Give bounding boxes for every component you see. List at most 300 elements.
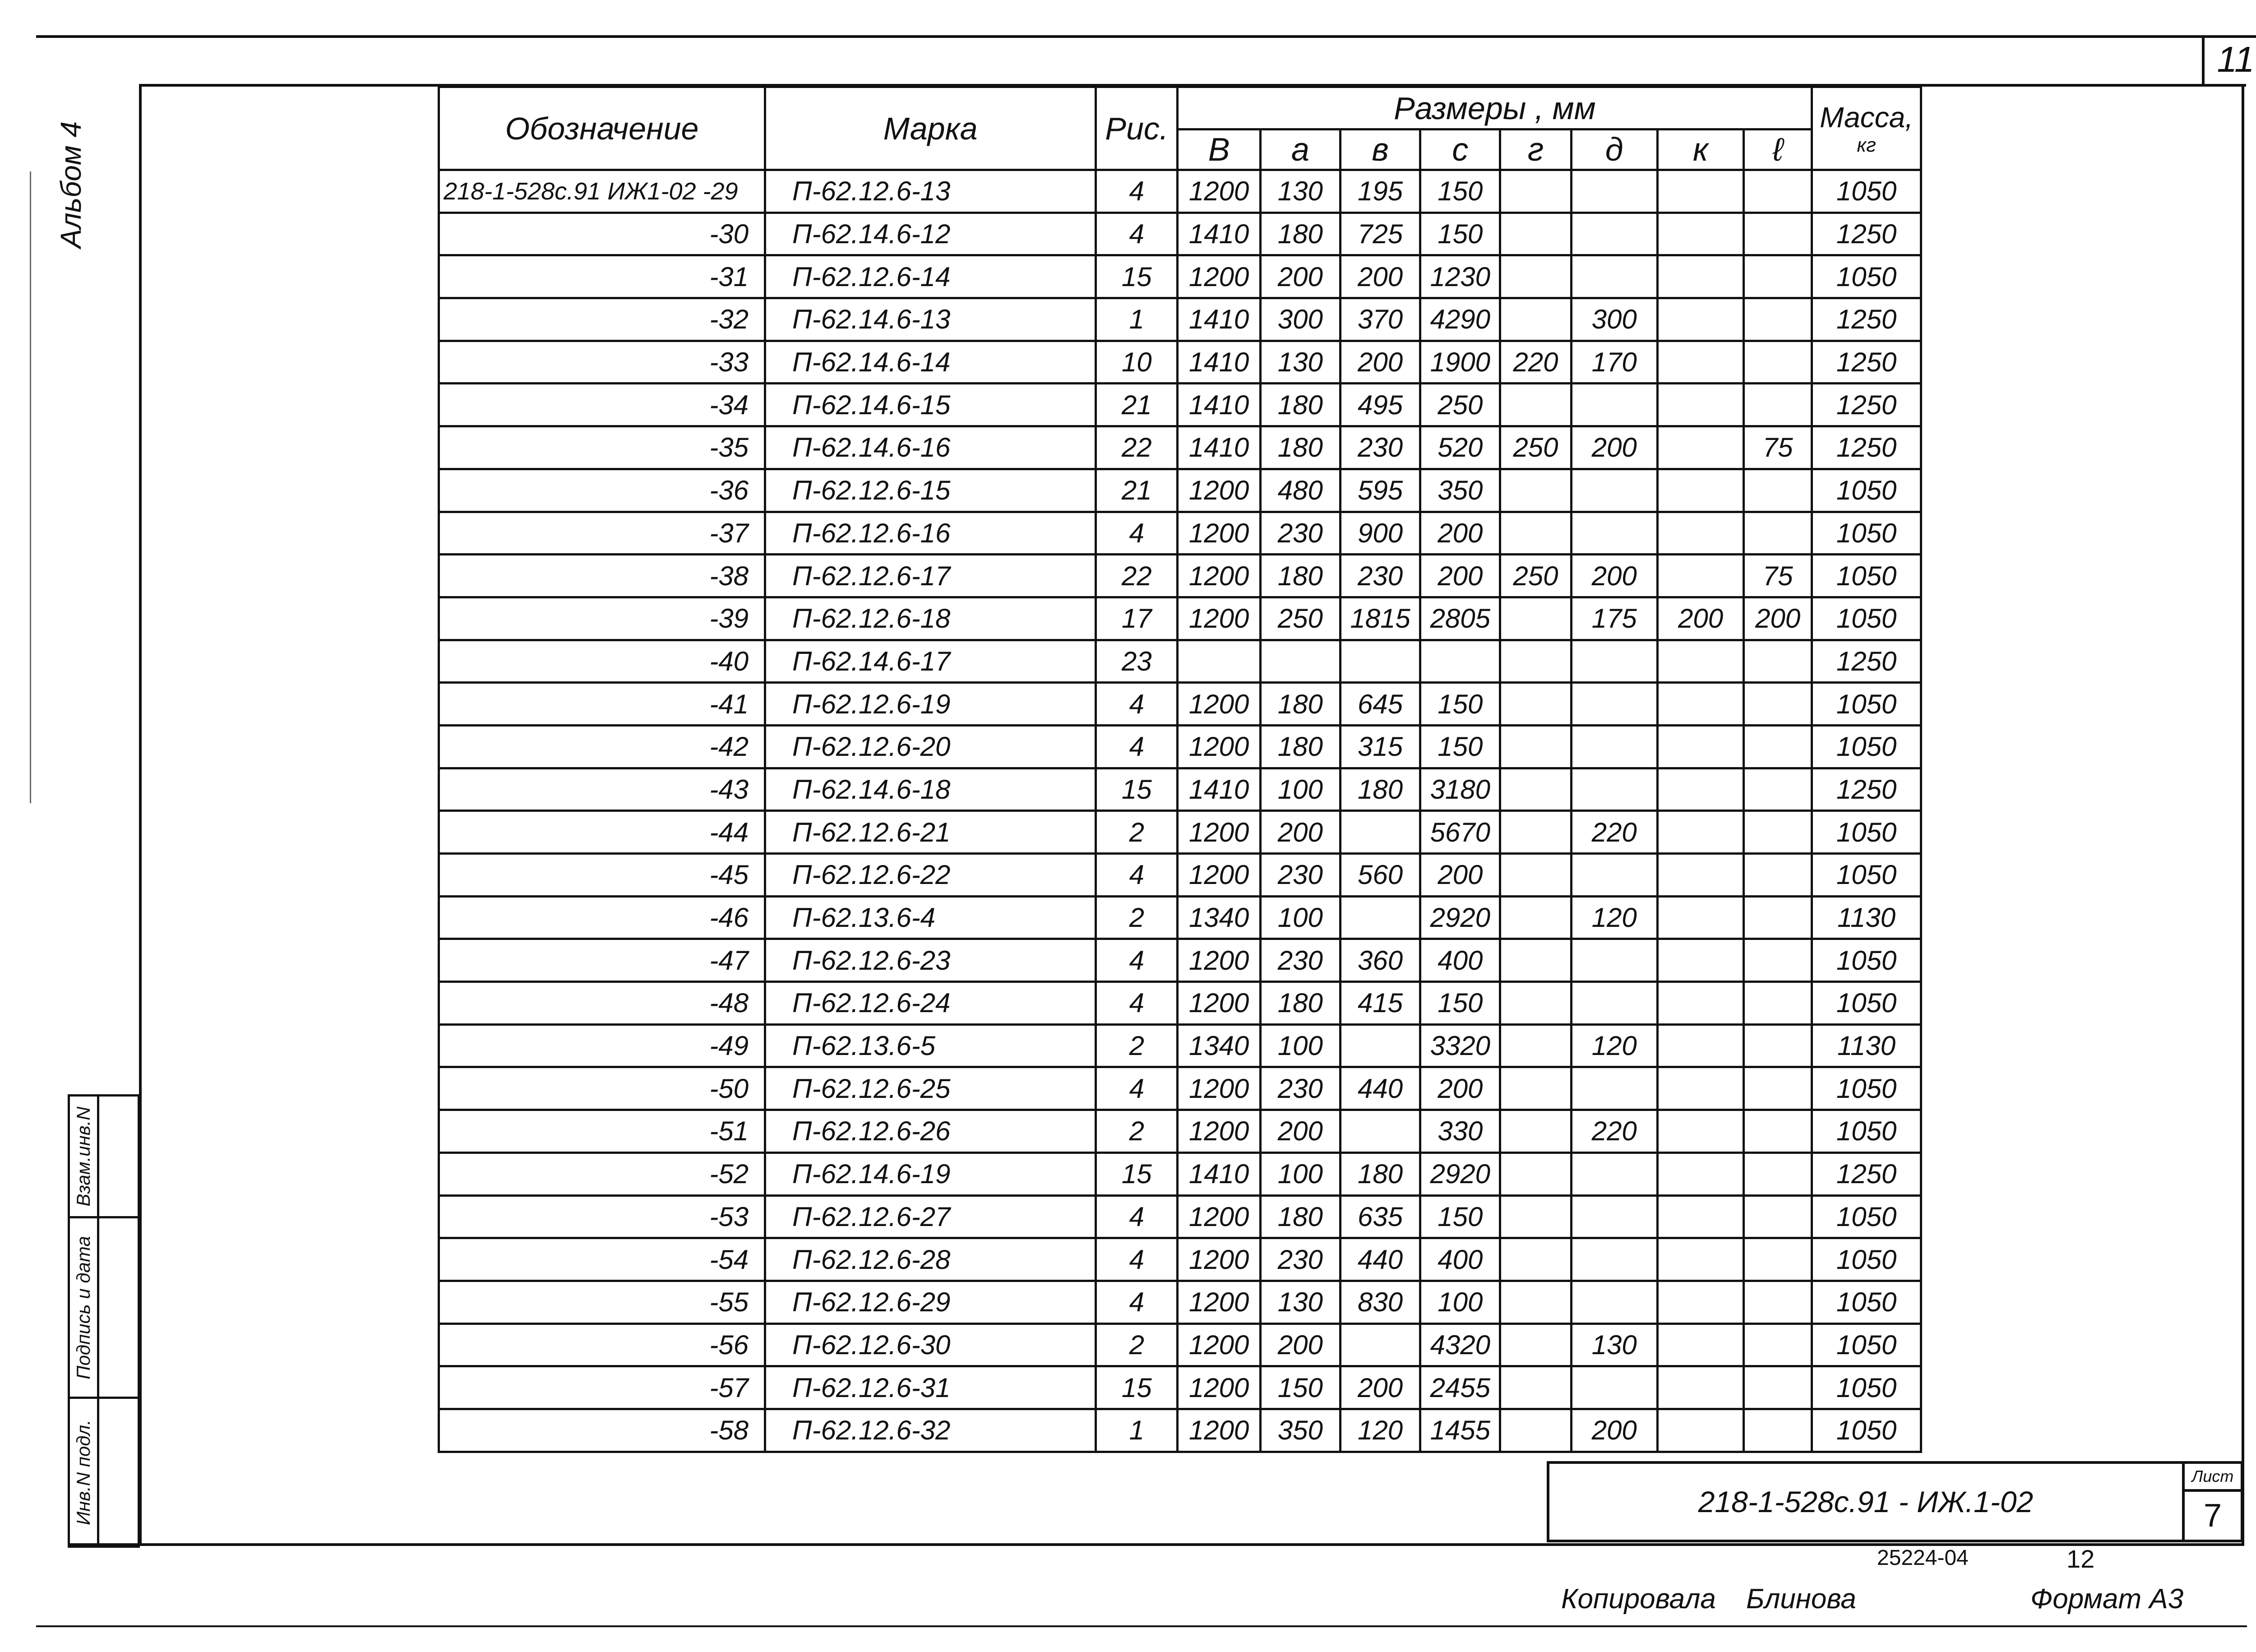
cell-mass: 1250: [1812, 1152, 1921, 1195]
cell-mass: 1050: [1812, 1409, 1921, 1452]
cell-k: [1657, 1366, 1743, 1409]
cell-l: [1744, 1281, 1812, 1323]
cell-l: [1744, 1024, 1812, 1067]
cell-mass: 1050: [1812, 555, 1921, 597]
cell-des: -40: [439, 640, 765, 683]
cell-mass: 1050: [1812, 683, 1921, 726]
cell-v: 900: [1340, 512, 1420, 555]
header-mass: [1812, 87, 1921, 170]
table-row: [439, 255, 1921, 298]
cell-c: 1900: [1420, 341, 1500, 384]
cell-l: [1744, 1195, 1812, 1238]
page-bottom-line: [36, 1625, 2247, 1627]
cell-g: [1500, 896, 1571, 939]
cell-fig: 4: [1096, 939, 1178, 982]
cell-d: [1571, 170, 1657, 213]
cell-g: [1500, 1323, 1571, 1366]
cell-k: [1657, 1409, 1743, 1452]
cell-mass: 1050: [1812, 811, 1921, 854]
cell-g: [1500, 768, 1571, 811]
cell-fig: 4: [1096, 1067, 1178, 1110]
cell-mass: 1130: [1812, 1024, 1921, 1067]
cell-c: 3320: [1420, 1024, 1500, 1067]
table-row: [439, 426, 1921, 469]
cell-l: [1744, 298, 1812, 341]
cell-c: 2455: [1420, 1366, 1500, 1409]
cell-v: 560: [1340, 854, 1420, 897]
cell-mark: П-62.12.6-14: [765, 255, 1096, 298]
cell-des: 218-1-528с.91 ИЖ1-02 -29: [439, 170, 765, 213]
paper-format: Формат А3: [2030, 1583, 2184, 1615]
cell-c: 3180: [1420, 768, 1500, 811]
cell-d: [1571, 512, 1657, 555]
cell-mark: П-62.12.6-16: [765, 512, 1096, 555]
order-number: 25224-04: [1877, 1546, 1969, 1570]
cell-v: 180: [1340, 768, 1420, 811]
cell-a: 100: [1260, 896, 1340, 939]
cell-c: 2805: [1420, 597, 1500, 640]
cell-a: 180: [1260, 1195, 1340, 1238]
cell-B: 1200: [1178, 1366, 1260, 1409]
cell-g: [1500, 1195, 1571, 1238]
cell-mass: 1050: [1812, 597, 1921, 640]
table-row: [439, 725, 1921, 768]
table-row: [439, 298, 1921, 341]
cell-c: 2920: [1420, 896, 1500, 939]
cell-mark: П-62.14.6-16: [765, 426, 1096, 469]
cell-d: [1571, 1238, 1657, 1281]
stamp-cell-replacement-inv: [69, 1096, 98, 1217]
cell-k: [1657, 640, 1743, 683]
cell-des: -50: [439, 1067, 765, 1110]
header-dim-a: а: [1260, 130, 1340, 170]
cell-c: 150: [1420, 725, 1500, 768]
table-row: [439, 1281, 1921, 1323]
cell-c: 330: [1420, 1110, 1500, 1153]
cell-mass: 1050: [1812, 1366, 1921, 1409]
cell-mark: П-62.12.6-13: [765, 170, 1096, 213]
cell-v: 495: [1340, 384, 1420, 426]
sheet-label-cell: [2183, 1462, 2242, 1490]
cell-d: [1571, 725, 1657, 768]
cell-g: [1500, 1024, 1571, 1067]
cell-v: 315: [1340, 725, 1420, 768]
cell-des: -41: [439, 683, 765, 726]
cell-g: [1500, 469, 1571, 512]
cell-mass: 1050: [1812, 1238, 1921, 1281]
cell-c: 200: [1420, 1067, 1500, 1110]
cell-a: 230: [1260, 1067, 1340, 1110]
cell-mark: П-62.14.6-14: [765, 341, 1096, 384]
cell-des: -45: [439, 854, 765, 897]
cell-mass: 1050: [1812, 725, 1921, 768]
cell-d: [1571, 982, 1657, 1025]
cell-mark: П-62.14.6-19: [765, 1152, 1096, 1195]
cell-des: -47: [439, 939, 765, 982]
cell-des: -43: [439, 768, 765, 811]
cell-l: [1744, 384, 1812, 426]
cell-k: [1657, 1238, 1743, 1281]
cell-g: [1500, 213, 1571, 255]
cell-g: [1500, 1238, 1571, 1281]
cell-a: 200: [1260, 1110, 1340, 1153]
cell-d: [1571, 1152, 1657, 1195]
table-row: [439, 213, 1921, 255]
cell-l: [1744, 1152, 1812, 1195]
cell-d: [1571, 1195, 1657, 1238]
cell-d: 120: [1571, 1024, 1657, 1067]
cell-d: 130: [1571, 1323, 1657, 1366]
cell-a: 100: [1260, 768, 1340, 811]
cell-c: 520: [1420, 426, 1500, 469]
cell-B: 1340: [1178, 896, 1260, 939]
cell-B: 1200: [1178, 1067, 1260, 1110]
cell-a: 350: [1260, 1409, 1340, 1452]
cell-mass: 1050: [1812, 512, 1921, 555]
cell-k: [1657, 768, 1743, 811]
cell-B: 1410: [1178, 384, 1260, 426]
cell-B: 1410: [1178, 426, 1260, 469]
cell-c: 400: [1420, 939, 1500, 982]
cell-a: 100: [1260, 1024, 1340, 1067]
cell-fig: 1: [1096, 1409, 1178, 1452]
cell-l: [1744, 213, 1812, 255]
cell-k: [1657, 512, 1743, 555]
cell-v: 830: [1340, 1281, 1420, 1323]
cell-k: [1657, 469, 1743, 512]
cell-v: 725: [1340, 213, 1420, 255]
cell-l: [1744, 170, 1812, 213]
cell-mass: 1250: [1812, 426, 1921, 469]
stamp-replacement-inv-label: Взам.инв.N: [73, 1106, 94, 1207]
cell-B: 1200: [1178, 939, 1260, 982]
cell-d: 300: [1571, 298, 1657, 341]
cell-c: [1420, 640, 1500, 683]
cell-B: 1200: [1178, 170, 1260, 213]
cell-B: 1200: [1178, 597, 1260, 640]
cell-c: 1455: [1420, 1409, 1500, 1452]
cell-mark: П-62.12.6-22: [765, 854, 1096, 897]
cell-d: [1571, 1366, 1657, 1409]
table-row: [439, 1024, 1921, 1067]
cell-mass: 1050: [1812, 1323, 1921, 1366]
cell-a: 180: [1260, 213, 1340, 255]
cell-mass: 1250: [1812, 213, 1921, 255]
cell-fig: 4: [1096, 982, 1178, 1025]
cell-k: [1657, 939, 1743, 982]
cell-d: 200: [1571, 1409, 1657, 1452]
cell-des: -38: [439, 555, 765, 597]
cell-d: [1571, 768, 1657, 811]
cell-mass: 1050: [1812, 1195, 1921, 1238]
cell-l: [1744, 768, 1812, 811]
cell-c: 350: [1420, 469, 1500, 512]
cell-B: 1410: [1178, 298, 1260, 341]
cell-mass: 1050: [1812, 982, 1921, 1025]
cell-l: [1744, 1110, 1812, 1153]
cell-l: [1744, 1323, 1812, 1366]
cell-mark: П-62.14.6-13: [765, 298, 1096, 341]
stamp-cell-signature-date: [69, 1217, 98, 1398]
cell-des: -32: [439, 298, 765, 341]
cell-fig: 4: [1096, 854, 1178, 897]
cell-d: [1571, 854, 1657, 897]
cell-des: -30: [439, 213, 765, 255]
sheet-number-cell: [2183, 1490, 2242, 1541]
header-designation: Обозначение: [439, 87, 765, 170]
cell-v: 180: [1340, 1152, 1420, 1195]
cell-k: [1657, 896, 1743, 939]
cell-g: [1500, 1281, 1571, 1323]
cell-d: [1571, 683, 1657, 726]
cell-mark: П-62.12.6-23: [765, 939, 1096, 982]
cell-l: [1744, 854, 1812, 897]
header-mass-label: Масса,: [1820, 101, 1914, 134]
table-row: [439, 982, 1921, 1025]
cell-a: 180: [1260, 683, 1340, 726]
table-row: [439, 1238, 1921, 1281]
cell-l: [1744, 341, 1812, 384]
cell-v: 200: [1340, 255, 1420, 298]
cell-fig: 4: [1096, 725, 1178, 768]
cell-c: 150: [1420, 170, 1500, 213]
cell-g: 250: [1500, 555, 1571, 597]
cell-fig: 2: [1096, 1110, 1178, 1153]
cell-fig: 15: [1096, 255, 1178, 298]
cell-k: [1657, 1281, 1743, 1323]
order-sheet: 12: [2066, 1545, 2095, 1573]
cell-c: 5670: [1420, 811, 1500, 854]
cell-mark: П-62.12.6-30: [765, 1323, 1096, 1366]
cell-fig: 4: [1096, 170, 1178, 213]
cell-des: -56: [439, 1323, 765, 1366]
stamp-cell-original-inv: [69, 1398, 98, 1547]
cell-a: 250: [1260, 597, 1340, 640]
table-row: [439, 555, 1921, 597]
cell-g: [1500, 255, 1571, 298]
cell-l: [1744, 1238, 1812, 1281]
cell-mark: П-62.14.6-17: [765, 640, 1096, 683]
cell-v: 635: [1340, 1195, 1420, 1238]
cell-mark: П-62.12.6-26: [765, 1110, 1096, 1153]
table-row: [439, 1110, 1921, 1153]
cell-k: [1657, 1024, 1743, 1067]
stamp-original-inv-label: Инв.N подл.: [73, 1419, 94, 1525]
table-row: [439, 896, 1921, 939]
cell-c: 150: [1420, 213, 1500, 255]
table-row: [439, 1067, 1921, 1110]
cell-des: -42: [439, 725, 765, 768]
title-block-code-cell: [1548, 1462, 2183, 1541]
cell-v: 440: [1340, 1238, 1420, 1281]
cell-mark: П-62.12.6-15: [765, 469, 1096, 512]
cell-des: -34: [439, 384, 765, 426]
cell-d: [1571, 384, 1657, 426]
cell-a: 130: [1260, 170, 1340, 213]
cell-v: 415: [1340, 982, 1420, 1025]
cell-c: 2920: [1420, 1152, 1500, 1195]
cell-mass: 1050: [1812, 170, 1921, 213]
cell-des: -35: [439, 426, 765, 469]
cell-c: 150: [1420, 982, 1500, 1025]
table-row: [439, 939, 1921, 982]
table-row: [439, 1152, 1921, 1195]
cell-d: 120: [1571, 896, 1657, 939]
cell-k: [1657, 213, 1743, 255]
cell-g: [1500, 1152, 1571, 1195]
cell-k: [1657, 811, 1743, 854]
cell-mass: 1250: [1812, 341, 1921, 384]
cell-mass: 1050: [1812, 1110, 1921, 1153]
cell-mass: 1250: [1812, 768, 1921, 811]
cell-g: [1500, 1409, 1571, 1452]
cell-mark: П-62.14.6-15: [765, 384, 1096, 426]
table-row: [439, 1409, 1921, 1452]
cell-mass: 1250: [1812, 384, 1921, 426]
copier-name: Блинова: [1746, 1583, 1856, 1615]
cell-k: [1657, 426, 1743, 469]
cell-fig: 15: [1096, 1152, 1178, 1195]
cell-fig: 21: [1096, 469, 1178, 512]
table-row: [439, 683, 1921, 726]
cell-v: 1815: [1340, 597, 1420, 640]
cell-g: [1500, 384, 1571, 426]
cell-fig: 15: [1096, 1366, 1178, 1409]
cell-mark: П-62.12.6-20: [765, 725, 1096, 768]
cell-fig: 4: [1096, 1195, 1178, 1238]
cell-fig: 4: [1096, 1238, 1178, 1281]
cell-des: -58: [439, 1409, 765, 1452]
sheet-label: Лист: [2191, 1467, 2234, 1485]
cell-c: 250: [1420, 384, 1500, 426]
cell-B: 1200: [1178, 255, 1260, 298]
cell-d: [1571, 640, 1657, 683]
table-row: [439, 512, 1921, 555]
cell-k: [1657, 1195, 1743, 1238]
cell-g: [1500, 1366, 1571, 1409]
document-code: 218-1-528с.91 - ИЖ.1-02: [1698, 1485, 2034, 1518]
cell-d: [1571, 1067, 1657, 1110]
table-row: [439, 597, 1921, 640]
cell-a: 480: [1260, 469, 1340, 512]
cell-d: [1571, 1281, 1657, 1323]
cell-c: 150: [1420, 683, 1500, 726]
cell-g: [1500, 298, 1571, 341]
cell-c: 4320: [1420, 1323, 1500, 1366]
cell-g: 250: [1500, 426, 1571, 469]
cell-k: [1657, 982, 1743, 1025]
cell-B: 1200: [1178, 683, 1260, 726]
cell-v: [1340, 811, 1420, 854]
frame-top-line: [36, 35, 2256, 38]
cell-B: 1200: [1178, 469, 1260, 512]
cell-c: 200: [1420, 555, 1500, 597]
cell-k: [1657, 725, 1743, 768]
cell-v: [1340, 896, 1420, 939]
inner-frame-right-line: [2242, 84, 2244, 1546]
cell-mass: 1050: [1812, 854, 1921, 897]
header-mark: Марка: [765, 87, 1096, 170]
cell-fig: 2: [1096, 1024, 1178, 1067]
cell-g: [1500, 811, 1571, 854]
cell-des: -39: [439, 597, 765, 640]
stamp-signature-date-label: Подпись и дата: [73, 1236, 94, 1379]
cell-g: [1500, 640, 1571, 683]
cell-fig: 1: [1096, 298, 1178, 341]
cell-g: [1500, 170, 1571, 213]
cell-B: 1410: [1178, 213, 1260, 255]
cell-k: [1657, 683, 1743, 726]
table-row: [439, 640, 1921, 683]
cell-g: [1500, 1110, 1571, 1153]
header-dim-d: д: [1571, 130, 1657, 170]
cell-c: 150: [1420, 1195, 1500, 1238]
cell-a: 180: [1260, 384, 1340, 426]
cell-fig: 17: [1096, 597, 1178, 640]
cell-fig: 2: [1096, 1323, 1178, 1366]
table-row: [439, 1195, 1921, 1238]
cell-a: 230: [1260, 512, 1340, 555]
cell-l: [1744, 725, 1812, 768]
cell-mark: П-62.12.6-17: [765, 555, 1096, 597]
cell-k: [1657, 255, 1743, 298]
cell-B: 1200: [1178, 1238, 1260, 1281]
copied-by-label: Копировала: [1561, 1583, 1716, 1615]
cell-l: [1744, 683, 1812, 726]
cell-fig: 15: [1096, 768, 1178, 811]
cell-c: 200: [1420, 854, 1500, 897]
cell-fig: 22: [1096, 555, 1178, 597]
album-label: Альбом 4: [55, 121, 87, 248]
header-figure: Рис.: [1096, 87, 1178, 170]
cell-c: 200: [1420, 512, 1500, 555]
cell-des: -48: [439, 982, 765, 1025]
cell-k: [1657, 384, 1743, 426]
table-row: [439, 341, 1921, 384]
cell-mass: 1050: [1812, 1067, 1921, 1110]
cell-mark: П-62.13.6-5: [765, 1024, 1096, 1067]
cell-fig: 2: [1096, 811, 1178, 854]
cell-v: 200: [1340, 341, 1420, 384]
cell-a: 150: [1260, 1366, 1340, 1409]
cell-g: 220: [1500, 341, 1571, 384]
table-row: [439, 384, 1921, 426]
cell-fig: 2: [1096, 896, 1178, 939]
cell-des: -33: [439, 341, 765, 384]
cell-des: -55: [439, 1281, 765, 1323]
cell-B: 1340: [1178, 1024, 1260, 1067]
cell-a: 200: [1260, 255, 1340, 298]
cell-k: [1657, 298, 1743, 341]
cell-mark: П-62.12.6-32: [765, 1409, 1096, 1452]
cell-fig: 4: [1096, 512, 1178, 555]
left-approval-stamp: [68, 1094, 140, 1546]
cell-d: 220: [1571, 1110, 1657, 1153]
cell-fig: 4: [1096, 683, 1178, 726]
cell-fig: 4: [1096, 213, 1178, 255]
cell-c: 100: [1420, 1281, 1500, 1323]
cell-des: -54: [439, 1238, 765, 1281]
cell-l: [1744, 811, 1812, 854]
cell-d: 220: [1571, 811, 1657, 854]
header-dim-k: к: [1657, 130, 1743, 170]
cell-B: 1200: [1178, 1323, 1260, 1366]
cell-g: [1500, 1067, 1571, 1110]
cell-B: 1200: [1178, 1409, 1260, 1452]
cell-v: 200: [1340, 1366, 1420, 1409]
cell-l: [1744, 982, 1812, 1025]
cell-a: 130: [1260, 1281, 1340, 1323]
